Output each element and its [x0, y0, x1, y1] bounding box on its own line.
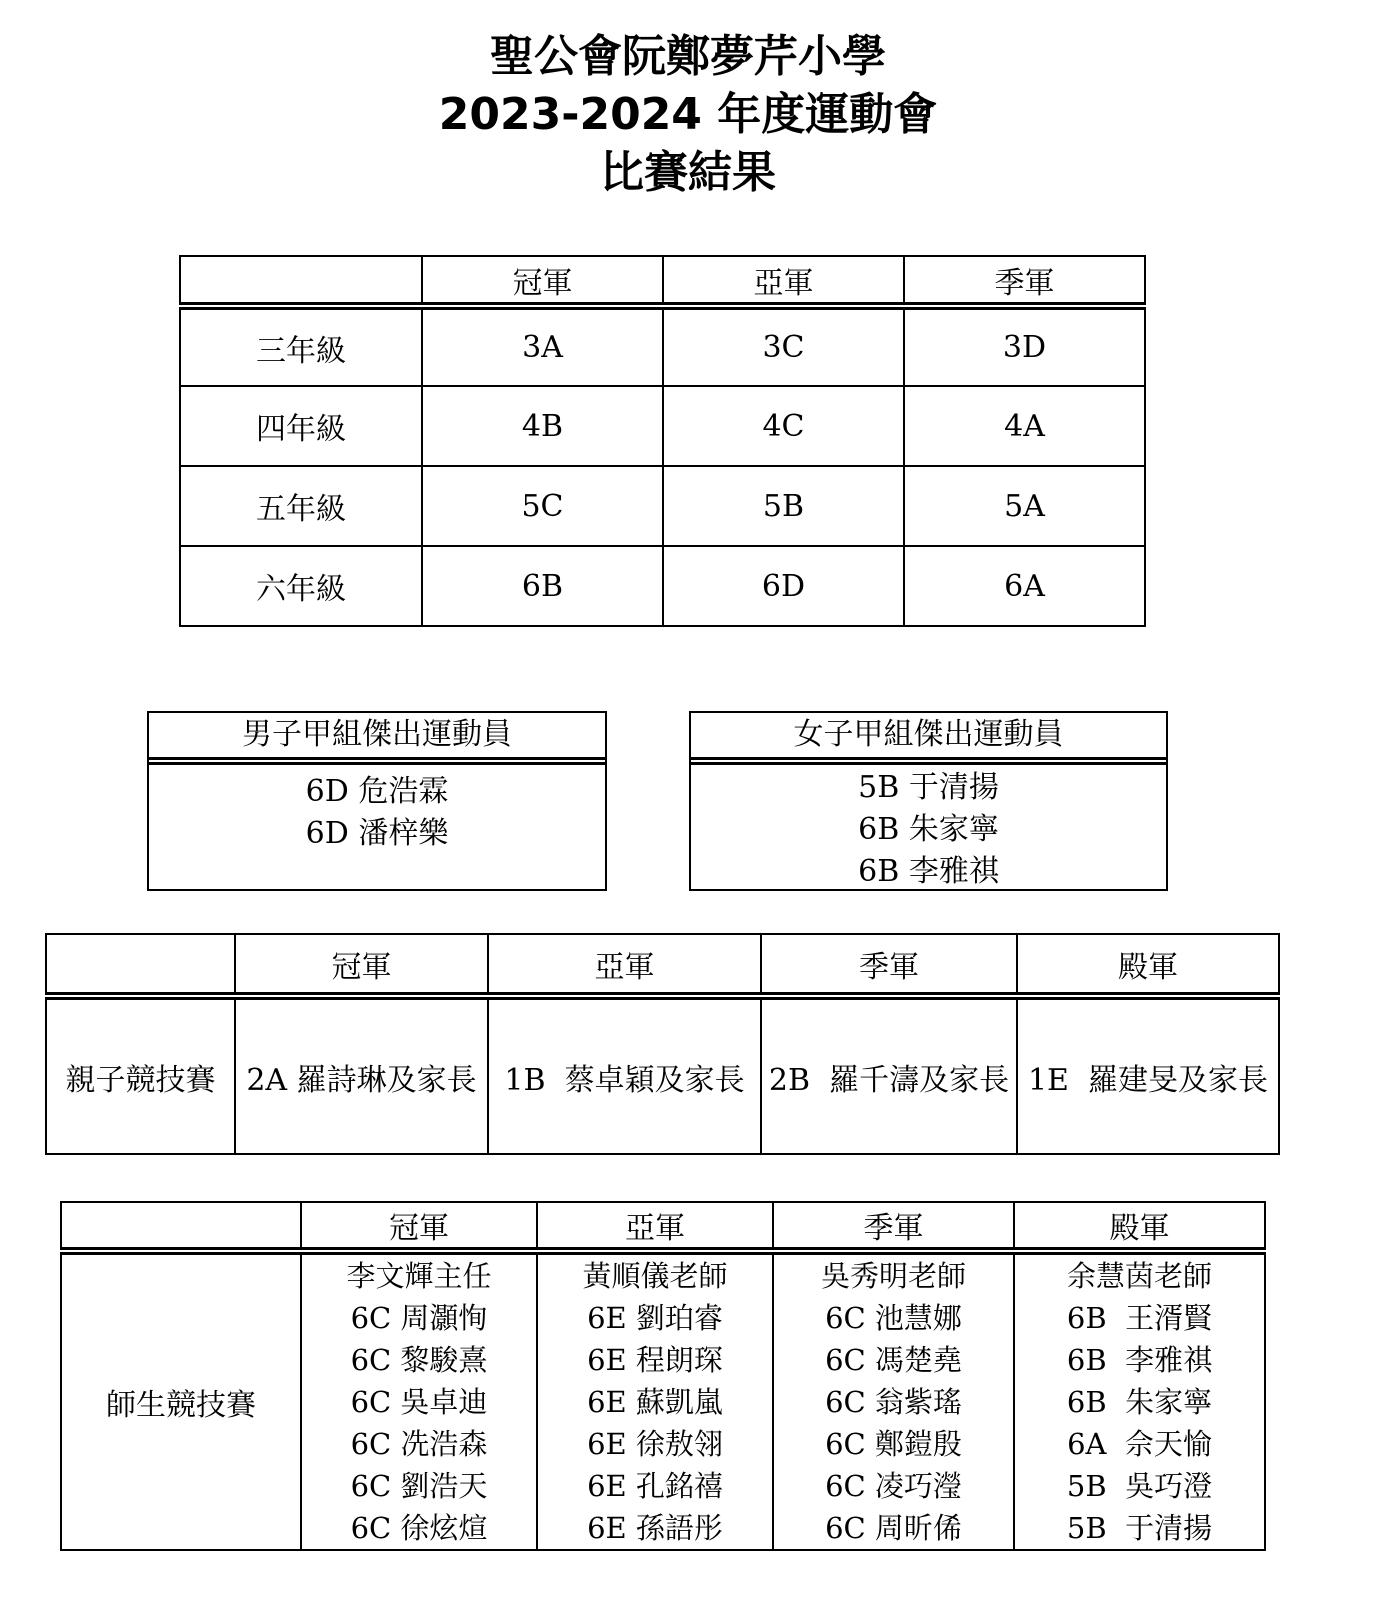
team-member: 6C 冼浩森 — [350, 1427, 488, 1461]
team-member: 6C 翁紫瑤 — [825, 1385, 962, 1419]
team-member: 6E 徐敖翎 — [587, 1427, 723, 1461]
first-runner-up-entry: 1B 蔡卓穎及家長 — [488, 996, 761, 1154]
table-row — [180, 546, 1145, 626]
team-member: 6C 周昕俙 — [825, 1511, 962, 1545]
header-second-runner-up: 季軍 — [761, 934, 1017, 996]
header-first-runner-up: 亞軍 — [488, 934, 761, 996]
event-title: 2023-2024 年度運動會 — [438, 89, 938, 140]
fourth-place-team — [1014, 1251, 1265, 1550]
champion-entry: 2A 羅詩琳及家長 — [235, 996, 488, 1154]
team-member: 6C 周灝恂 — [350, 1301, 488, 1335]
team-member: 6A 佘天愉 — [1067, 1427, 1212, 1461]
header-fourth-place: 殿軍 — [1014, 1202, 1265, 1251]
school-name: 聖公會阮鄭夢芹小學 — [490, 31, 886, 82]
second-runner-up-class: 6A — [904, 546, 1145, 626]
first-runner-up-class: 6D — [663, 546, 904, 626]
first-runner-up-team — [537, 1251, 773, 1550]
header-cell — [46, 934, 235, 996]
champion-team — [301, 1251, 537, 1550]
header-first-runner-up: 亞軍 — [537, 1202, 773, 1251]
champion-class: 5C — [422, 466, 663, 546]
champion-class: 4B — [422, 386, 663, 466]
table-row — [61, 1251, 1265, 1550]
second-runner-up-class: 4A — [904, 386, 1145, 466]
event-label: 親子競技賽 — [46, 996, 235, 1154]
team-member: 5B 吳巧澄 — [1066, 1469, 1213, 1503]
team-member: 6E 蘇凱嵐 — [587, 1385, 723, 1419]
team-member: 余慧茵老師 — [1066, 1259, 1212, 1293]
athlete-name: 6B 朱家寧 — [858, 812, 999, 847]
fourth-place-entry: 1E 羅建旻及家長 — [1017, 996, 1279, 1154]
team-member: 李文輝主任 — [346, 1259, 492, 1293]
boys-athlete-heading: 男子甲組傑出運動員 — [149, 713, 605, 765]
second-runner-up-class: 3D — [904, 306, 1145, 386]
table-row — [180, 466, 1145, 546]
team-member: 6C 凌巧瀅 — [825, 1469, 962, 1503]
athlete-name: 6D 危浩霖 — [305, 774, 449, 809]
table-row — [180, 386, 1145, 466]
header-champion: 冠軍 — [422, 256, 663, 306]
header-cell — [180, 256, 422, 306]
team-member: 6B 朱家寧 — [1066, 1385, 1213, 1419]
team-member: 黃順儀老師 — [582, 1259, 728, 1293]
second-runner-up-team — [773, 1251, 1014, 1550]
team-member: 6C 鄭鎧殷 — [825, 1427, 962, 1461]
team-member: 6E 劉珀睿 — [587, 1301, 723, 1335]
header-fourth-place: 殿軍 — [1017, 934, 1279, 996]
grade-label: 三年級 — [180, 306, 422, 386]
grade-results-table — [179, 255, 1146, 627]
team-member: 吳秀明老師 — [820, 1259, 966, 1293]
team-member: 6C 馮楚堯 — [825, 1343, 962, 1377]
team-member: 6C 吳卓迪 — [350, 1385, 488, 1419]
second-runner-up-entry: 2B 羅千濤及家長 — [761, 996, 1017, 1154]
athlete-name: 6B 李雅祺 — [858, 854, 999, 889]
athlete-name: 6D 潘梓樂 — [305, 816, 449, 851]
first-runner-up-class: 3C — [663, 306, 904, 386]
first-runner-up-class: 5B — [663, 466, 904, 546]
grade-label: 五年級 — [180, 466, 422, 546]
header-champion: 冠軍 — [301, 1202, 537, 1251]
team-member: 6B 李雅祺 — [1066, 1343, 1213, 1377]
athlete-name: 5B 于清揚 — [858, 770, 999, 805]
grade-table-header — [180, 256, 1145, 306]
team-member: 6C 劉浩天 — [350, 1469, 488, 1503]
boys-outstanding-athlete-box — [147, 711, 607, 891]
girls-athlete-heading: 女子甲組傑出運動員 — [691, 713, 1166, 765]
second-runner-up-class: 5A — [904, 466, 1145, 546]
parent-child-header — [46, 934, 1279, 996]
header-cell — [61, 1202, 301, 1251]
team-member: 6C 池慧娜 — [825, 1301, 962, 1335]
header-second-runner-up: 季軍 — [904, 256, 1145, 306]
first-runner-up-class: 4C — [663, 386, 904, 466]
teacher-student-table — [60, 1201, 1266, 1551]
header-first-runner-up: 亞軍 — [663, 256, 904, 306]
header-second-runner-up: 季軍 — [773, 1202, 1014, 1251]
girls-outstanding-athlete-box — [689, 711, 1168, 891]
team-member: 6E 程朗琛 — [587, 1343, 723, 1377]
champion-class: 3A — [422, 306, 663, 386]
team-member: 5B 于清揚 — [1066, 1511, 1213, 1545]
results-title: 比賽結果 — [600, 147, 776, 198]
table-row — [180, 306, 1145, 386]
parent-child-table — [45, 933, 1280, 1155]
event-label: 師生競技賽 — [61, 1251, 301, 1550]
teacher-student-header — [61, 1202, 1265, 1251]
team-member: 6B 王湑賢 — [1066, 1301, 1213, 1335]
team-member: 6C 徐炫煊 — [350, 1511, 488, 1545]
champion-class: 6B — [422, 546, 663, 626]
team-member: 6E 孔銘禧 — [587, 1469, 723, 1503]
team-member: 6C 黎駿熹 — [350, 1343, 488, 1377]
grade-label: 四年級 — [180, 386, 422, 466]
team-member: 6E 孫語彤 — [587, 1511, 723, 1545]
header-champion: 冠軍 — [235, 934, 488, 996]
grade-label: 六年級 — [180, 546, 422, 626]
table-row — [46, 996, 1279, 1154]
